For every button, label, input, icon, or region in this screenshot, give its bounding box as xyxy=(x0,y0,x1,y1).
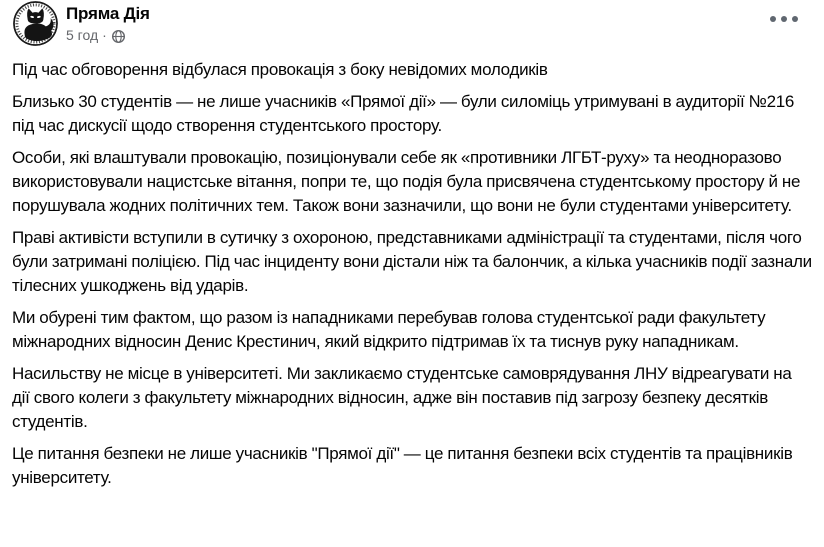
post-paragraph: Близько 30 студентів — не лише учасників «Прямої дії» — були силоміць утримувані в аудиторії №216 під час дискусії щодо створення студентського простору. xyxy=(12,92,795,135)
more-options-icon xyxy=(781,16,787,22)
post-body xyxy=(12,58,812,490)
post-header xyxy=(12,0,812,46)
post-paragraph: Особи, які влаштували провокацію, позиціонували себе як «противники ЛГБТ-руху» та неодноразово використовували нацистське вітання, попри те, що подія була присвячена студентському простору й не порушувала жодних політичних тем. Також вони зазначили, що вони не були студентами університету. xyxy=(12,148,801,215)
globe-icon xyxy=(111,29,126,44)
post-paragraph: Насильству не місце в університеті. Ми закликаємо студентське самоврядування ЛНУ відреагувати на дії свого колеги з факультету міжнародних відносин, адже він поставив під загрозу безпеку десятків студентів. xyxy=(12,364,792,431)
black-cat-logo-icon xyxy=(13,1,58,46)
page-name-link[interactable]: Пряма Дія xyxy=(66,4,150,23)
more-options-icon xyxy=(792,16,798,22)
avatar[interactable] xyxy=(13,1,58,46)
timestamp-link[interactable]: 5 год xyxy=(66,27,99,43)
post-paragraph: Ми обурені тим фактом, що разом із нападниками перебував голова студентської ради факультету міжнародних відносин Денис Крестинич, який відкрито підтримав їх та тиснув руку нападникам. xyxy=(12,308,766,351)
post-paragraph: Це питання безпеки не лише учасників "Прямої дії" — це питання безпеки всіх студентів та працівників університету. xyxy=(12,444,793,487)
more-options-button[interactable] xyxy=(764,10,804,28)
header-info xyxy=(66,1,150,45)
more-options-icon xyxy=(770,16,776,22)
post-paragraph: Праві активісти вступили в сутичку з охороною, представниками адміністрації та студентами, після чого були затримані поліцією. Під час інциденту вони дістали ніж та балончик, а кілька учасників події зазнали тілесних ушкоджень від ударів. xyxy=(12,228,812,295)
post-paragraph: Під час обговорення відбулася провокація з боку невідомих молодиків xyxy=(12,60,548,79)
post-meta xyxy=(66,26,150,45)
meta-separator: · xyxy=(102,27,107,43)
